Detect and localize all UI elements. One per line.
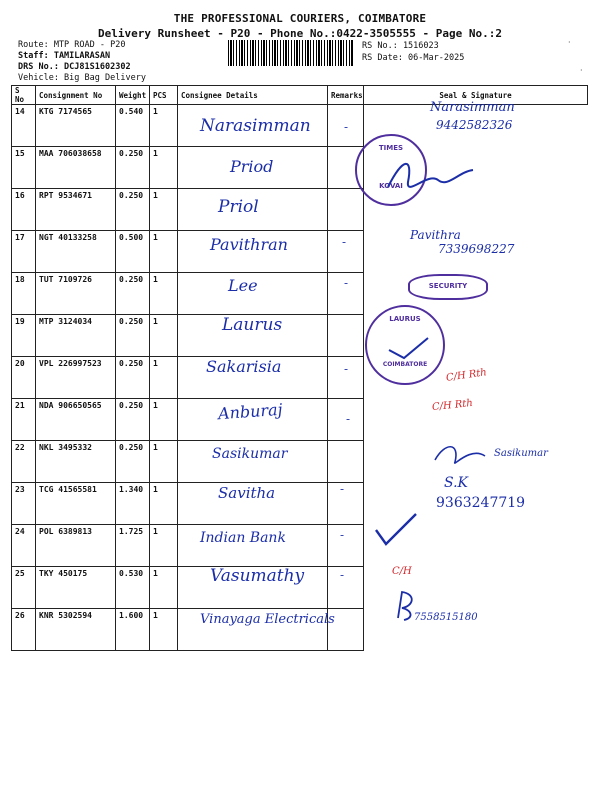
row-weight: 0.250	[116, 399, 150, 441]
row-pcs: 1	[150, 231, 178, 273]
row-consignment-no: NKL 3495332	[36, 441, 116, 483]
row-sno: 26	[12, 609, 36, 651]
col-remarks: Remarks	[328, 86, 364, 105]
hw-name-21: Anburaj	[217, 399, 284, 424]
row-seal-cell	[364, 399, 588, 441]
row-consignment-no: POL 6389813	[36, 525, 116, 567]
rs-no-text: RS No.: 1516023	[362, 41, 439, 51]
row-sno: 15	[12, 147, 36, 189]
col-consignment: Consignment No	[36, 86, 116, 105]
row-sno: 18	[12, 273, 36, 315]
hw-name-18: Lee	[228, 276, 258, 295]
row-weight: 0.250	[116, 273, 150, 315]
table-row	[12, 399, 588, 441]
col-pcs: PCS	[150, 86, 178, 105]
barcode	[228, 40, 353, 66]
hw-name-19: Laurus	[222, 315, 283, 335]
row-sno: 22	[12, 441, 36, 483]
remark-dash: -	[342, 235, 347, 249]
row-weight: 0.540	[116, 105, 150, 147]
row-weight: 0.250	[116, 441, 150, 483]
remark-dash: -	[344, 120, 349, 134]
col-sno: S No	[12, 86, 36, 105]
hw-name-17: Pavithran	[210, 235, 288, 254]
row-sno: 16	[12, 189, 36, 231]
remark-dash: -	[344, 362, 349, 376]
hw-sig-17-name: Pavithra	[410, 228, 461, 242]
row-sno: 17	[12, 231, 36, 273]
route-text: Route: MTP ROAD - P20	[18, 40, 126, 50]
table-row	[12, 273, 588, 315]
signature-19	[384, 332, 434, 362]
row-pcs: 1	[150, 441, 178, 483]
remark-dash: -	[346, 412, 351, 426]
row-consignment-no: RPT 9534671	[36, 189, 116, 231]
row-pcs: 1	[150, 525, 178, 567]
stamp-18: SECURITY	[408, 274, 488, 300]
remark-dash: -	[340, 482, 345, 496]
row-pcs: 1	[150, 399, 178, 441]
hw-sig-23-phone: 9363247719	[436, 495, 526, 511]
remark-dash: -	[340, 528, 345, 542]
hw-sig-17-phone: 7339698227	[438, 242, 515, 256]
row-weight: 1.600	[116, 609, 150, 651]
hw-remark-20: C/H Rth	[445, 367, 488, 384]
row-pcs: 1	[150, 567, 178, 609]
row-pcs: 1	[150, 147, 178, 189]
hw-name-23: Savitha	[218, 484, 276, 502]
row-pcs: 1	[150, 189, 178, 231]
hw-name-14: Narasimman	[200, 116, 311, 136]
signature-22-scribble	[430, 442, 490, 468]
row-consignment-no: VPL 226997523	[36, 357, 116, 399]
table-row	[12, 525, 588, 567]
row-pcs: 1	[150, 357, 178, 399]
signature-15	[378, 152, 478, 202]
row-sno: 20	[12, 357, 36, 399]
row-remarks-cell	[328, 525, 364, 567]
row-sno: 19	[12, 315, 36, 357]
hw-name-25: Vasumathy	[210, 566, 305, 586]
stamp-15: TIMES KOVAI	[355, 134, 427, 206]
hw-sig-14-phone: 9442582326	[436, 118, 513, 132]
hw-name-26: Vinayaga Electricals	[200, 612, 335, 627]
row-sno: 24	[12, 525, 36, 567]
table-row	[12, 441, 588, 483]
row-pcs: 1	[150, 315, 178, 357]
company-title: THE PROFESSIONAL COURIERS, COIMBATORE	[173, 12, 427, 25]
row-pcs: 1	[150, 609, 178, 651]
row-weight: 0.250	[116, 189, 150, 231]
row-remarks-cell	[328, 441, 364, 483]
row-weight: 0.500	[116, 231, 150, 273]
row-remarks-cell	[328, 315, 364, 357]
row-pcs: 1	[150, 105, 178, 147]
drs-text: DRS No.: DCJ81S1602302	[18, 62, 131, 72]
row-consignment-no: KNR 5302594	[36, 609, 116, 651]
row-sno: 21	[12, 399, 36, 441]
table-row	[12, 189, 588, 231]
row-weight: 0.530	[116, 567, 150, 609]
table-row	[12, 357, 588, 399]
row-remarks-cell	[328, 483, 364, 525]
hw-name-20: Sakarisia	[206, 357, 282, 376]
row-sno: 23	[12, 483, 36, 525]
stamp-19: LAURUS COIMBATORE	[365, 305, 445, 385]
staff-text: Staff: TAMILARASAN	[18, 51, 111, 61]
margin-mark: ·	[580, 66, 583, 75]
hw-name-22: Sasikumar	[212, 446, 288, 462]
row-consignment-no: NDA 906650565	[36, 399, 116, 441]
row-consignment-no: KTG 7174565	[36, 105, 116, 147]
rs-date-text: RS Date: 06-Mar-2025	[362, 53, 465, 63]
row-weight: 0.250	[116, 357, 150, 399]
hw-sig-14-name: Narasimman	[430, 100, 515, 115]
row-weight: 0.250	[116, 147, 150, 189]
remark-dash: -	[344, 276, 349, 290]
hw-remark-25: C/H	[392, 566, 412, 577]
row-consignment-no: TCG 41565581	[36, 483, 116, 525]
row-consignment-no: TUT 7109726	[36, 273, 116, 315]
hw-remark-21: C/H Rth	[431, 397, 474, 414]
hw-sig-22: Sasikumar	[494, 448, 548, 459]
hw-sig-23-name: S.K	[444, 475, 469, 491]
row-sno: 25	[12, 567, 36, 609]
row-consignment-no: TKY 450175	[36, 567, 116, 609]
row-weight: 1.725	[116, 525, 150, 567]
col-seal: Seal & Signature	[364, 86, 588, 105]
row-weight: 1.340	[116, 483, 150, 525]
hw-sig-26-phone: 7558515180	[414, 612, 478, 623]
row-pcs: 1	[150, 273, 178, 315]
remark-dash: -	[340, 568, 345, 582]
row-remarks-cell	[328, 189, 364, 231]
hw-name-15: Priod	[230, 157, 274, 176]
row-consignment-no: NGT 40133258	[36, 231, 116, 273]
row-consignment-no: MTP 3124034	[36, 315, 116, 357]
margin-mark: ·	[568, 38, 571, 47]
row-weight: 0.250	[116, 315, 150, 357]
col-consignee: Consignee Details	[178, 86, 328, 105]
hw-name-16: Priol	[218, 197, 259, 217]
row-remarks-cell	[328, 567, 364, 609]
row-pcs: 1	[150, 483, 178, 525]
row-consignment-no: MAA 706038658	[36, 147, 116, 189]
runsheet-title: Delivery Runsheet - P20 - Phone No.:0422-3505555 - Page No.:2	[98, 27, 502, 40]
col-weight: Weight	[116, 86, 150, 105]
table-row	[12, 315, 588, 357]
vehicle-text: Vehicle: Big Bag Delivery	[18, 73, 146, 83]
hw-name-24: Indian Bank	[200, 530, 286, 546]
table-row	[12, 147, 588, 189]
row-sno: 14	[12, 105, 36, 147]
tick-mark-24	[370, 510, 420, 550]
